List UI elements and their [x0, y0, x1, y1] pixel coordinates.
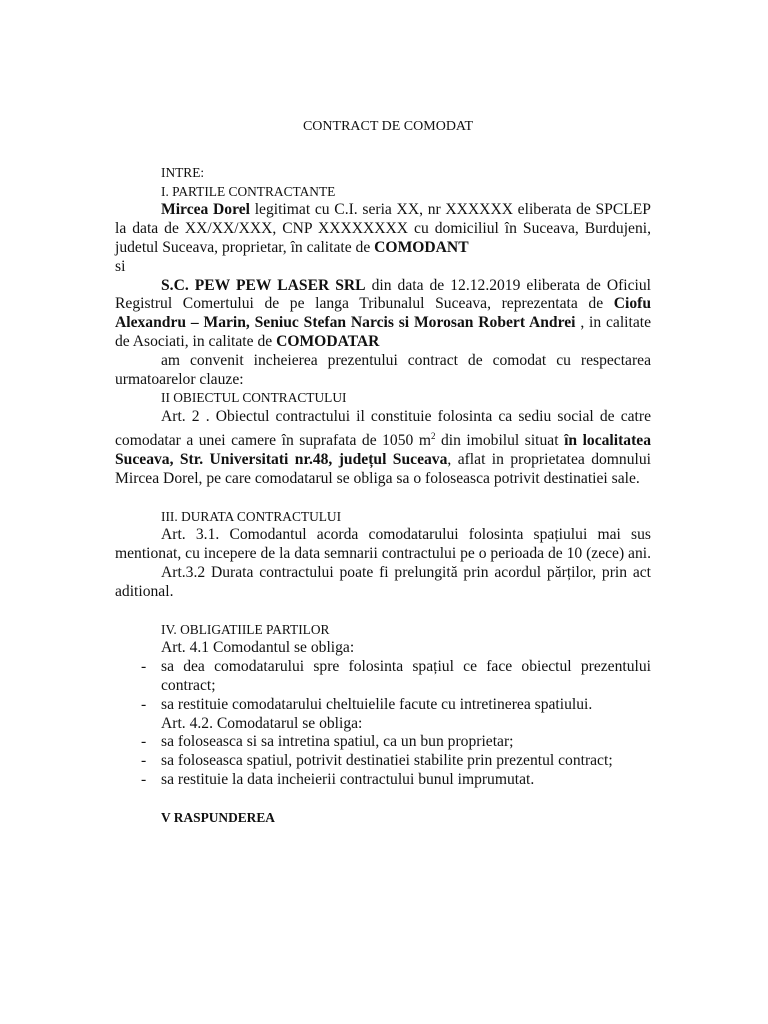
dash-bullet: - [141, 733, 147, 751]
dash-bullet: - [141, 752, 147, 770]
list-item [115, 696, 651, 715]
document-title: CONTRACT DE COMODAT [302, 119, 474, 134]
dash-bullet: - [141, 658, 147, 676]
list-item-text: sa restituie comodatarului cheltuielile facute cu intretinerea spatiului. [161, 695, 593, 713]
spacer [115, 790, 651, 809]
party-1-role: COMODANT [374, 238, 469, 256]
party-2-details: din data de 12.12.2019 eliberata de Oficiul Registrul Comertului de pe langa Tribunalul Suceava, reprezentata de [115, 276, 651, 313]
article-2-text-cont: din imobilul situat [435, 432, 565, 450]
list-item-text: sa foloseasca si sa intretina spatiul, ca un bun proprietar; [161, 733, 514, 751]
party-2-role: COMODATAR [276, 332, 380, 350]
contract-body [115, 118, 651, 827]
property-location: în localitatea Suceava, Str. Universitati nr.48, județul Suceava [115, 432, 651, 468]
list-item [115, 771, 651, 790]
spacer [115, 602, 651, 621]
section-3-heading: III. DURATA CONTRACTULUI [161, 508, 342, 524]
section-2-heading: II OBIECTUL CONTRACTULUI [161, 390, 347, 406]
party-1-name: Mircea Dorel [161, 201, 250, 219]
list-item [115, 658, 651, 696]
section-4-heading: IV. OBLIGATIILE PARTILOR [161, 621, 330, 637]
list-item-text: sa restituie la data incheierii contractului bunul imprumutat. [161, 770, 535, 788]
article-4-2-list [115, 733, 651, 789]
article-4-1-heading: Art. 4.1 Comodantul se obliga: [161, 639, 355, 657]
party-2-name: S.C. PEW PEW LASER SRL [161, 276, 366, 294]
article-2-paragraph [115, 408, 651, 488]
spacer [115, 489, 651, 508]
article-2-text: Art. 2 . Obiectul contractului il constituie folosinta ca sediu social de catre comodatar a unei camere în suprafata de 1050 m [115, 408, 651, 450]
party-2-capacity: , in calitate de Asociati, in calitate de [115, 314, 651, 350]
list-item [115, 733, 651, 752]
section-1-heading: I. PARTILE CONTRACTANTE [161, 183, 336, 199]
party-1-paragraph [115, 201, 651, 257]
dash-bullet: - [141, 770, 147, 788]
article-4-1-list [115, 658, 651, 714]
dash-bullet: - [141, 695, 147, 713]
list-item [115, 752, 651, 771]
section-5-heading: V RASPUNDEREA [161, 809, 275, 825]
article-2-text-end: , aflat in proprietatea domnului Mircea Dorel, pe care comodatarul se obliga sa o foloseasca potrivit destinatiei sale. [115, 450, 651, 487]
party-2-paragraph [115, 277, 651, 352]
article-3-1: Art. 3.1. Comodantul acorda comodatarului folosinta spațiului mai sus mentionat, cu incepere de la data semnarii contractului pe o perioada de 10 (zece) ani. [115, 526, 651, 563]
article-3-2: Art.3.2 Durata contractului poate fi prelungită prin acordul părților, prin act aditional. [115, 563, 651, 600]
list-item-text: sa foloseasca spatiul, potrivit destinatiei stabilite prin prezentul contract; [161, 752, 613, 770]
article-4-2-heading: Art. 4.2. Comodatarul se obliga: [161, 714, 363, 732]
party-1-details: legitimat cu C.I. seria XX, nr XXXXXX eliberata de SPCLEP la data de XX/XX/XXX, CNP XXXXXXXX cu domiciliul în Suceava, Burdujeni, judetul Suceava, proprietar, în calitate de [115, 201, 651, 256]
party-2-representatives: Ciofu Alexandru – Marin, Seniuc Stefan Narcis si Morosan Robert Andrei [115, 295, 651, 332]
agreement-paragraph: am convenit incheierea prezentului contract de comodat cu respectarea urmatoarelor clauze: [115, 351, 651, 388]
list-item-text: sa dea comodatarului spre folosinta spațiul ce face obiectul prezentului contract; [161, 658, 651, 694]
superscript-2: 2 [430, 430, 436, 441]
conjunction-si: si [115, 257, 126, 275]
intre-label: INTRE: [161, 164, 205, 180]
